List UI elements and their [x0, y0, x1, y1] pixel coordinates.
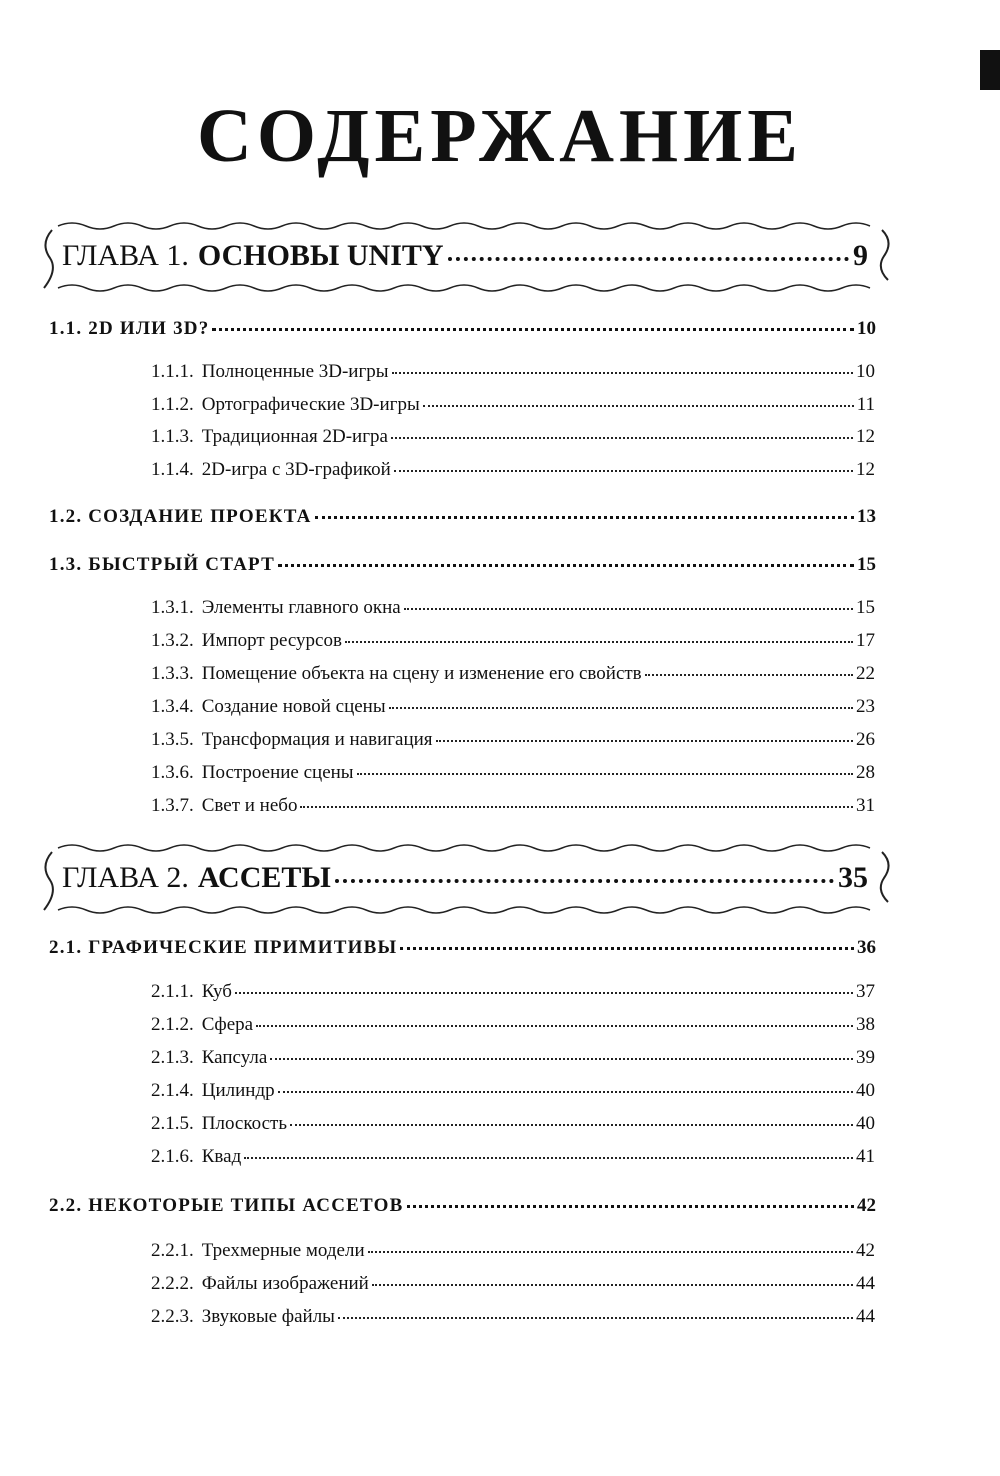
- item-number: 2.1.2.: [151, 1014, 194, 1035]
- section-title: НЕКОТОРЫЕ ТИПЫ АССЕТОВ: [88, 1195, 404, 1216]
- item-page: 11: [856, 394, 875, 415]
- item-page: 38: [856, 1014, 875, 1035]
- item-number: 2.2.3.: [151, 1306, 194, 1327]
- item-page: 10: [856, 361, 875, 382]
- leader-dots: [407, 1205, 855, 1208]
- item-number: 1.3.3.: [151, 663, 194, 684]
- leader-dots: [404, 608, 853, 610]
- page-title: СОДЕРЖАНИЕ: [197, 94, 803, 178]
- chapter-prefix: ГЛАВА 1.: [62, 239, 189, 272]
- item-page: 39: [856, 1047, 875, 1068]
- item-title: Куб: [201, 981, 232, 1002]
- item-title: Помещение объекта на сцену и изменение его свойств: [201, 663, 642, 684]
- item-page: 44: [856, 1306, 875, 1327]
- leader-dots: [400, 947, 854, 950]
- chapter-row: [62, 238, 868, 274]
- item-number: 1.3.7.: [151, 795, 194, 816]
- item-title: Свет и небо: [201, 795, 298, 816]
- item-number: 2.2.1.: [151, 1240, 194, 1261]
- toc-item[interactable]: [151, 663, 875, 685]
- item-number: 1.3.6.: [151, 762, 194, 783]
- leader-dots: [391, 437, 853, 439]
- item-number: 1.3.5.: [151, 729, 194, 750]
- item-page: 41: [856, 1146, 875, 1167]
- item-title: Полноценные 3D-игры: [201, 361, 389, 382]
- item-title: Традиционная 2D-игра: [201, 426, 388, 447]
- toc-item[interactable]: [151, 426, 875, 448]
- leader-dots: [338, 1317, 853, 1319]
- toc-item[interactable]: [151, 459, 875, 481]
- section-title: БЫСТРЫЙ СТАРТ: [88, 554, 275, 575]
- leader-dots: [372, 1284, 853, 1286]
- leader-dots: [315, 516, 854, 519]
- leader-dots: [645, 674, 853, 676]
- item-number: 1.3.4.: [151, 696, 194, 717]
- toc-section[interactable]: [49, 1195, 876, 1217]
- toc-item[interactable]: [151, 630, 875, 652]
- section-number: 1.1.: [49, 318, 83, 339]
- item-page: 22: [856, 663, 875, 684]
- item-number: 1.1.2.: [151, 394, 194, 415]
- leader-dots: [256, 1025, 853, 1027]
- item-title: Квад: [201, 1146, 242, 1167]
- leader-dots: [357, 773, 853, 775]
- leader-dots: [368, 1251, 853, 1253]
- item-page: 23: [856, 696, 875, 717]
- leader-dots: [278, 564, 854, 567]
- toc-item[interactable]: [151, 1240, 875, 1262]
- toc-section[interactable]: [49, 318, 876, 340]
- item-number: 1.1.1.: [151, 361, 194, 382]
- item-number: 1.3.1.: [151, 597, 194, 618]
- item-title: Трансформация и навигация: [201, 729, 433, 750]
- chapter-name: ОСНОВЫ UNITY: [197, 239, 444, 272]
- toc-item[interactable]: [151, 762, 875, 784]
- section-title: СОЗДАНИЕ ПРОЕКТА: [88, 506, 312, 527]
- item-title: Ортографические 3D-игры: [201, 394, 420, 415]
- item-title: Плоскость: [201, 1113, 287, 1134]
- chapter-row: [62, 860, 868, 896]
- item-title: Сфера: [201, 1014, 254, 1035]
- item-title: Звуковые файлы: [201, 1306, 335, 1327]
- leader-dots: [235, 992, 853, 994]
- leader-dots: [290, 1124, 853, 1126]
- section-page: 36: [857, 937, 876, 958]
- chapter-page: 35: [838, 861, 868, 894]
- item-page: 40: [856, 1113, 875, 1134]
- leader-dots: [300, 806, 853, 808]
- toc-item[interactable]: [151, 696, 875, 718]
- toc-section[interactable]: [49, 937, 876, 959]
- section-title: 2D ИЛИ 3D?: [88, 318, 210, 339]
- leader-dots: [278, 1091, 853, 1093]
- toc-item[interactable]: [151, 597, 875, 619]
- toc-item[interactable]: [151, 729, 875, 751]
- item-title: Файлы изображений: [201, 1273, 369, 1294]
- page-edge-marker: [980, 50, 1000, 90]
- toc-item[interactable]: [151, 795, 875, 817]
- item-page: 17: [856, 630, 875, 651]
- item-page: 12: [856, 426, 875, 447]
- leader-dots: [392, 372, 853, 374]
- toc-item[interactable]: [151, 361, 875, 383]
- leader-dots: [335, 879, 834, 883]
- toc-item[interactable]: [151, 1146, 875, 1168]
- item-number: 1.3.2.: [151, 630, 194, 651]
- leader-dots: [394, 470, 853, 472]
- toc-item[interactable]: [151, 1080, 875, 1102]
- item-number: 2.1.1.: [151, 981, 194, 1002]
- item-page: 40: [856, 1080, 875, 1101]
- leader-dots: [389, 707, 853, 709]
- item-page: 37: [856, 981, 875, 1002]
- item-title: 2D-игра с 3D-графикой: [201, 459, 391, 480]
- leader-dots: [270, 1058, 853, 1060]
- section-number: 1.2.: [49, 506, 83, 527]
- item-page: 31: [856, 795, 875, 816]
- toc-item[interactable]: [151, 981, 875, 1003]
- item-title: Построение сцены: [201, 762, 354, 783]
- item-title: Цилиндр: [201, 1080, 275, 1101]
- section-page: 42: [857, 1195, 876, 1216]
- item-number: 2.1.6.: [151, 1146, 194, 1167]
- item-number: 2.2.2.: [151, 1273, 194, 1294]
- item-number: 2.1.5.: [151, 1113, 194, 1134]
- item-page: 28: [856, 762, 875, 783]
- chapter-heading[interactable]: [36, 218, 906, 298]
- leader-dots: [423, 405, 854, 407]
- item-page: 26: [856, 729, 875, 750]
- toc-item[interactable]: [151, 394, 875, 416]
- toc-item[interactable]: [151, 1306, 875, 1328]
- section-page: 15: [857, 554, 876, 575]
- item-title: Трехмерные модели: [201, 1240, 365, 1261]
- item-title: Импорт ресурсов: [201, 630, 342, 651]
- chapter-prefix: ГЛАВА 2.: [62, 861, 189, 894]
- section-number: 2.1.: [49, 937, 83, 958]
- leader-dots: [448, 257, 849, 261]
- item-title: Капсула: [201, 1047, 268, 1068]
- leader-dots: [345, 641, 853, 643]
- toc-item[interactable]: [151, 1273, 875, 1295]
- item-page: 44: [856, 1273, 875, 1294]
- item-number: 1.1.3.: [151, 426, 194, 447]
- toc-item[interactable]: [151, 1047, 875, 1069]
- item-page: 42: [856, 1240, 875, 1261]
- item-number: 1.1.4.: [151, 459, 194, 480]
- toc-item[interactable]: [151, 1014, 875, 1036]
- item-number: 2.1.3.: [151, 1047, 194, 1068]
- chapter-heading[interactable]: [36, 840, 906, 920]
- toc-item[interactable]: [151, 1113, 875, 1135]
- toc-section[interactable]: [49, 506, 876, 528]
- section-page: 13: [857, 506, 876, 527]
- item-page: 15: [856, 597, 875, 618]
- chapter-page: 9: [853, 239, 868, 272]
- chapter-name: АССЕТЫ: [197, 861, 331, 894]
- item-title: Создание новой сцены: [201, 696, 386, 717]
- section-title: ГРАФИЧЕСКИЕ ПРИМИТИВЫ: [88, 937, 398, 958]
- section-number: 1.3.: [49, 554, 83, 575]
- item-page: 12: [856, 459, 875, 480]
- section-page: 10: [857, 318, 876, 339]
- leader-dots: [244, 1157, 853, 1159]
- item-number: 2.1.4.: [151, 1080, 194, 1101]
- leader-dots: [212, 328, 854, 331]
- item-title: Элементы главного окна: [201, 597, 401, 618]
- toc-section[interactable]: [49, 554, 876, 576]
- leader-dots: [436, 740, 853, 742]
- section-number: 2.2.: [49, 1195, 83, 1216]
